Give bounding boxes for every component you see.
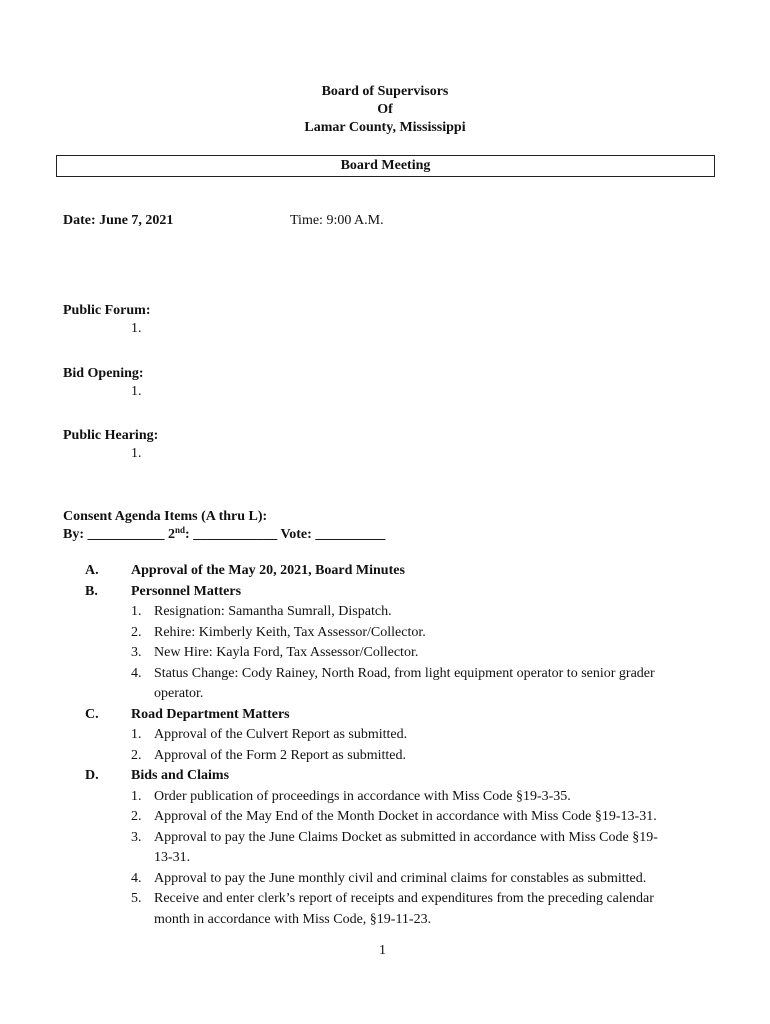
agenda-item — [63, 889, 713, 910]
second-label: 2 — [168, 527, 175, 542]
agenda-item-number: 3. — [131, 829, 142, 845]
by-blank: ___________ — [87, 527, 165, 542]
agenda-section — [63, 705, 713, 726]
agenda-section-heading: Personnel Matters — [131, 583, 242, 599]
agenda-item — [63, 848, 713, 869]
public-hearing-item: 1. — [131, 446, 142, 461]
agenda-item-number: 2. — [131, 624, 142, 640]
agenda-section-heading: Approval of the May 20, 2021, Board Minutes — [131, 563, 405, 578]
agenda-item — [63, 746, 713, 767]
agenda-item-text: Approval to pay the June Claims Docket as submitted in accordance with Miss Code §19- — [154, 829, 658, 845]
agenda-item — [63, 787, 713, 808]
agenda-item-text: 13-31. — [154, 850, 191, 865]
agenda-item — [63, 725, 713, 746]
agenda-item — [63, 623, 713, 644]
agenda-item-text: Approval of the Culvert Report as submitted. — [154, 727, 408, 742]
agenda-item-text: month in accordance with Miss Code, §19-11-23. — [154, 911, 432, 927]
second-blank: ____________ — [193, 527, 278, 542]
agenda-item-text: Rehire: Kimberly Keith, Tax Assessor/Collector. — [154, 624, 426, 640]
agenda-item-number: 3. — [131, 645, 142, 660]
header-line-county: Lamar County, Mississippi — [304, 120, 466, 135]
agenda-item-text: Status Change: Cody Rainey, North Road, from light equipment operator to senior grader — [154, 665, 655, 681]
meeting-time: Time: 9:00 A.M. — [290, 213, 384, 228]
agenda-item-text: operator. — [154, 686, 204, 701]
agenda-item — [63, 664, 713, 685]
public-forum-heading: Public Forum: — [63, 303, 151, 318]
agenda-item-number: 4. — [131, 870, 142, 886]
agenda-item-text: Order publication of proceedings in accordance with Miss Code §19-3-35. — [154, 788, 571, 804]
consent-agenda-heading: Consent Agenda Items (A thru L): — [63, 509, 268, 524]
agenda-section — [63, 766, 713, 787]
agenda-list — [63, 561, 713, 930]
meeting-date: Date: June 7, 2021 — [63, 213, 174, 228]
agenda-item-text: Approval of the May End of the Month Docket in accordance with Miss Code §19-13-31. — [154, 809, 657, 824]
page-number: 1 — [379, 943, 386, 958]
agenda-item-text: Receive and enter clerk’s report of receipts and expenditures from the preceding calendar — [154, 891, 654, 906]
public-forum-item: 1. — [131, 321, 142, 336]
agenda-item — [63, 828, 713, 849]
bid-opening-item: 1. — [131, 384, 142, 399]
agenda-item-number: 4. — [131, 665, 142, 681]
agenda-section-heading: Bids and Claims — [131, 768, 230, 783]
agenda-item — [63, 643, 713, 664]
second-colon: : — [185, 527, 190, 542]
agenda-item — [63, 602, 713, 623]
agenda-item — [63, 869, 713, 890]
vote-label: Vote: — [280, 527, 312, 542]
agenda-item-number: 1. — [131, 727, 142, 742]
consent-agenda-vote-line — [63, 527, 385, 543]
agenda-item — [63, 684, 713, 705]
agenda-section-heading: Road Department Matters — [131, 706, 290, 722]
vote-blank: __________ — [315, 527, 386, 542]
agenda-section — [63, 582, 713, 603]
agenda-section-letter: D. — [85, 768, 99, 783]
agenda-item-number: 1. — [131, 788, 142, 804]
agenda-item-text: Resignation: Samantha Sumrall, Dispatch. — [154, 604, 392, 619]
bid-opening-heading: Bid Opening: — [63, 366, 144, 381]
meeting-type-label: Board Meeting — [340, 158, 431, 173]
agenda-section-letter: B. — [85, 583, 98, 599]
agenda-item-number: 5. — [131, 891, 142, 906]
agenda-item-text: Approval of the Form 2 Report as submitted. — [154, 747, 406, 763]
agenda-section-letter: C. — [85, 706, 99, 722]
second-sup: nd — [175, 525, 186, 535]
meeting-type-box — [56, 155, 715, 177]
agenda-item-text: Approval to pay the June monthly civil and criminal claims for constables as submitted. — [154, 870, 647, 886]
public-hearing-heading: Public Hearing: — [63, 428, 159, 443]
header-line-board: Board of Supervisors — [321, 84, 449, 99]
agenda-item-text: New Hire: Kayla Ford, Tax Assessor/Collector. — [154, 645, 419, 660]
agenda-item-number: 1. — [131, 604, 142, 619]
agenda-item-number: 2. — [131, 809, 142, 824]
agenda-item — [63, 910, 713, 931]
agenda-item-number: 2. — [131, 747, 142, 763]
header-line-of: Of — [377, 102, 393, 117]
agenda-item — [63, 807, 713, 828]
agenda-section-letter: A. — [85, 563, 99, 578]
by-label: By: — [63, 527, 84, 542]
agenda-section — [63, 561, 713, 582]
